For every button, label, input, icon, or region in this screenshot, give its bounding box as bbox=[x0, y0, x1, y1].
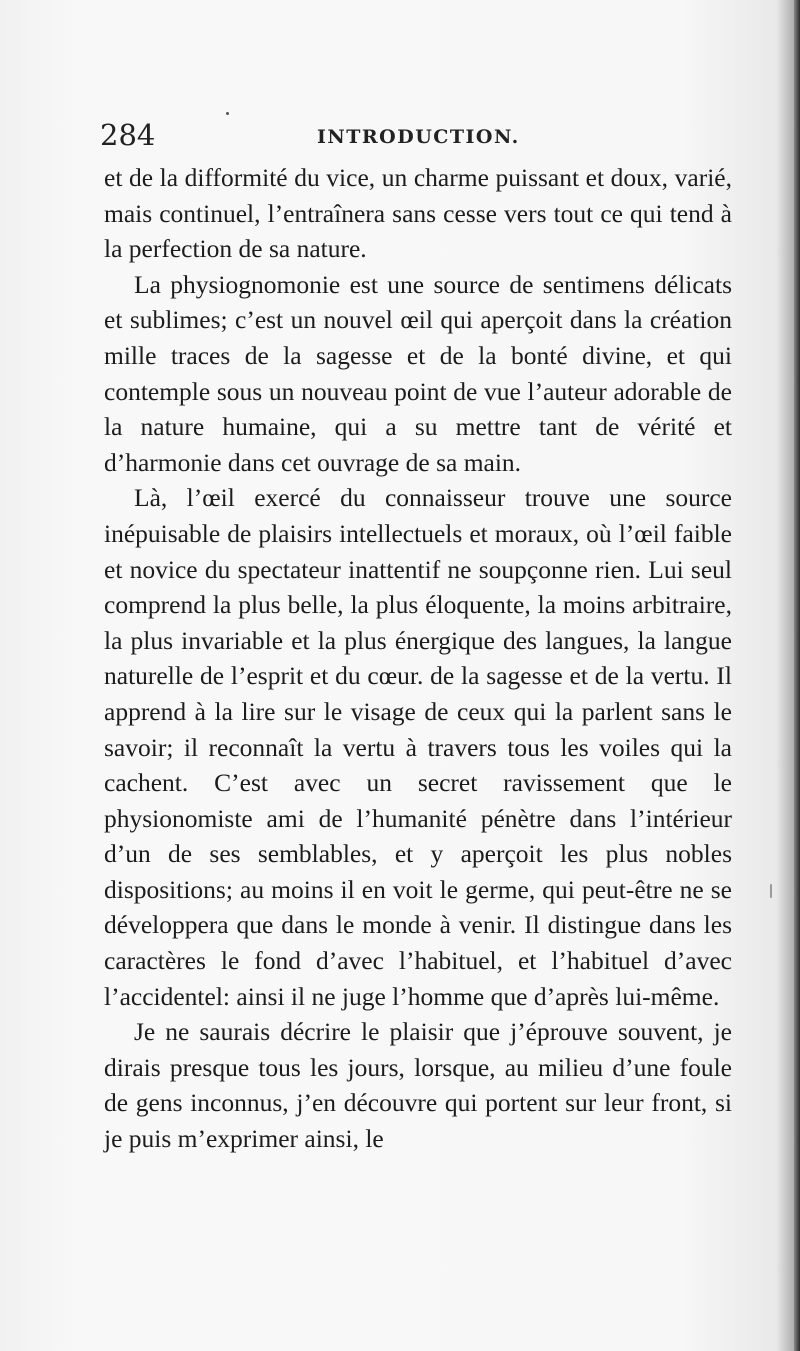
paper-mark bbox=[770, 884, 772, 898]
page-header bbox=[100, 118, 740, 162]
body-text bbox=[104, 160, 732, 1157]
paragraph-2: La physiognomonie est une source de sentimens délicats et sublimes; c’est un nouvel œil qui aperçoit dans la création mille traces de la sagesse et de la bonté divine, et qui contemple sous un nouveau point de vue l’auteur adorable de la nature humaine, qui a su mettre tant de vérité et d’harmonie dans cet ouvrage de sa main. bbox=[104, 269, 732, 477]
paragraph-4: Je ne saurais décrire le plaisir que j’éprouve souvent, je dirais presque tous les jours, lorsque, au milieu d’une foule de gens inconnus, j’en découvre qui portent sur leur front, si je puis m’exprimer ainsi, le bbox=[104, 1017, 732, 1154]
paragraph-3: Là, l’œil exercé du connaisseur trouve une source inépuisable de plaisirs intellectuels et moraux, où l’œil faible et novice du spectateur inattentif ne soupçonne rien. Lui seul comprend la plus belle, la plus éloquente, la moins arbitraire, la plus invariable et la plus énergique des langues, la langue naturelle de l’esprit et du cœur. de la sagesse et de la vertu. Il apprend à la lire sur le visage de ceux qui la parlent sans le savoir; il reconnaît la vertu à travers tous les voiles qui la cachent. C’est avec un secret ravissement que le physionomiste ami de l’humanité pénètre dans l’intérieur d’un de ses semblables, et y aperçoit les plus nobles dispositions; au moins il en voit le germe, qui peut-être ne se développera que dans le monde à venir. Il distingue dans les caractères le fond d’avec l’habituel, et l’habituel d’avec l’accidentel: ainsi il ne juge l’homme que d’après lui-même. bbox=[104, 483, 732, 1011]
paragraph-1: et de la difformité du vice, un charme puissant et doux, varié, mais continuel, l’entraînera sans cesse vers tout ce qui tend à la perfection de sa nature. bbox=[104, 163, 732, 264]
page-number: 284 bbox=[100, 118, 156, 152]
running-head: INTRODUCTION. bbox=[317, 126, 520, 148]
page-edge bbox=[794, 0, 800, 1351]
ink-speck bbox=[226, 112, 229, 115]
